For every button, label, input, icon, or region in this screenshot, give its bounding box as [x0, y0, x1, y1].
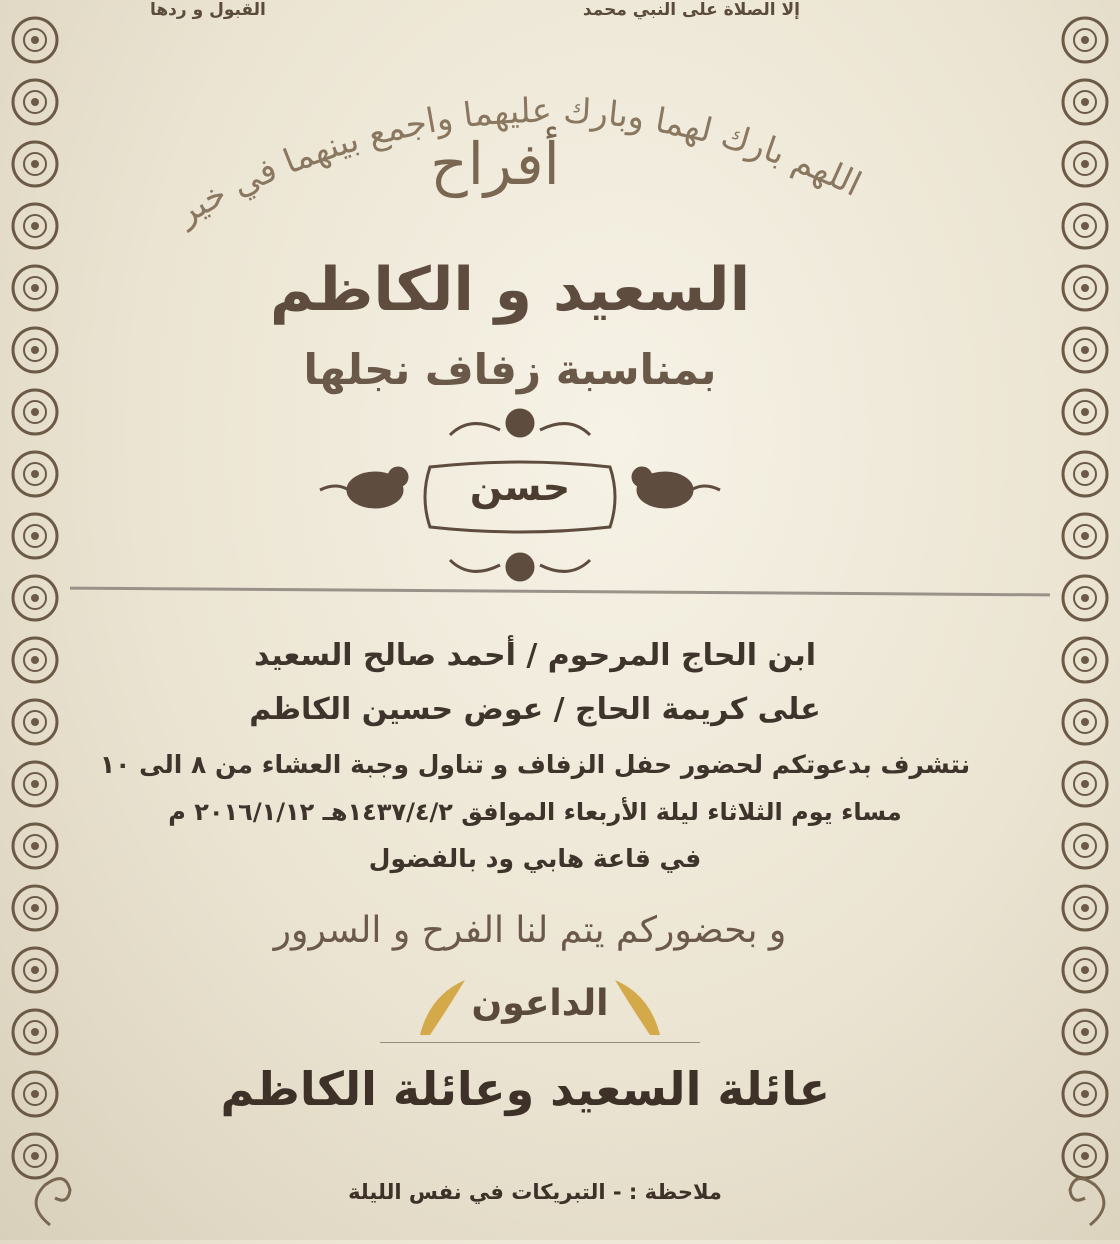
border-medallion-icon — [1063, 576, 1107, 620]
border-medallion-icon — [13, 824, 57, 868]
border-medallion-icon — [1063, 824, 1107, 868]
date-line: مساء يوم الثلاثاء ليلة الأربعاء الموافق ١٤٣٧/٤/٢هـ ٢٠١٦/١/١٢ م — [168, 798, 902, 826]
top-prayer-left: القبول و ردها — [150, 0, 266, 20]
occasion-line: بمناسبة زفاف نجلها — [303, 345, 717, 394]
bottom-right-swirl-icon — [1060, 1150, 1120, 1230]
border-medallion-icon — [13, 948, 57, 992]
bride-father-line: على كريمة الحاج / عوض حسين الكاظم — [249, 692, 821, 727]
right-ornamental-border — [1050, 0, 1120, 1240]
border-medallion-icon — [1063, 266, 1107, 310]
border-medallion-icon — [13, 638, 57, 682]
border-medallion-icon — [1063, 204, 1107, 248]
border-medallion-icon — [1063, 18, 1107, 62]
border-medallion-icon — [1063, 700, 1107, 744]
border-medallion-icon — [13, 886, 57, 930]
invitation-line: نتشرف بدعوتكم لحضور حفل الزفاف و تناول وجبة العشاء من ٨ الى ١٠ — [99, 750, 971, 779]
border-medallion-icon — [1063, 1010, 1107, 1054]
border-medallion-icon — [13, 328, 57, 372]
border-medallion-icon — [13, 204, 57, 248]
bottom-rose-icon — [506, 553, 534, 581]
border-medallion-icon — [1063, 328, 1107, 372]
inviters-label: الداعون — [471, 983, 609, 1024]
border-medallion-icon — [13, 142, 57, 186]
border-medallion-icon — [13, 390, 57, 434]
border-medallion-icon — [13, 80, 57, 124]
groom-father-line: ابن الحاج المرحوم / أحمد صالح السعيد — [253, 638, 817, 673]
calligraphy-text: اللهم بارك لهما وبارك عليهما واجمع بينهما في خير — [170, 90, 868, 233]
border-medallion-icon — [1063, 142, 1107, 186]
border-medallion-icon — [1063, 762, 1107, 806]
border-medallion-icon — [1063, 514, 1107, 558]
bottom-left-swirl-icon — [20, 1150, 80, 1230]
border-medallion-icon — [1063, 948, 1107, 992]
border-medallion-icon — [13, 18, 57, 62]
border-medallion-icon — [13, 1010, 57, 1054]
border-medallion-icon — [1063, 1072, 1107, 1116]
note-line: ملاحظة : - التبريكات في نفس الليلة — [348, 1180, 722, 1204]
families-signature: عائلة السعيد وعائلة الكاظم — [220, 1062, 830, 1116]
border-medallion-icon — [13, 452, 57, 496]
border-medallion-icon — [13, 514, 57, 558]
invitation-body — [90, 638, 980, 904]
left-ornamental-border — [0, 0, 70, 1240]
border-medallion-icon — [1063, 886, 1107, 930]
inviters-divider — [380, 1042, 700, 1043]
border-medallion-icon — [13, 266, 57, 310]
groom-name: حسن — [469, 465, 571, 509]
top-prayer-lines — [150, 0, 800, 40]
border-medallion-icon — [13, 762, 57, 806]
families-heading: السعيد و الكاظم — [269, 255, 751, 325]
inviters-block — [380, 975, 700, 1045]
venue-line: في قاعة هابي ود بالفضول — [368, 844, 702, 873]
title-afrah: أفراح — [430, 130, 560, 198]
border-medallion-icon — [1063, 390, 1107, 434]
border-medallion-icon — [13, 576, 57, 620]
border-medallion-icon — [1063, 80, 1107, 124]
border-medallion-icon — [13, 1072, 57, 1116]
top-rose-icon — [506, 409, 534, 437]
border-medallion-icon — [13, 700, 57, 744]
top-prayer-right: إلا الصلاة على النبي محمد — [582, 0, 800, 20]
border-medallion-icon — [1063, 638, 1107, 682]
border-medallion-icon — [1063, 452, 1107, 496]
closing-line: و بحضوركم يتم لنا الفرح و السرور — [273, 910, 787, 951]
